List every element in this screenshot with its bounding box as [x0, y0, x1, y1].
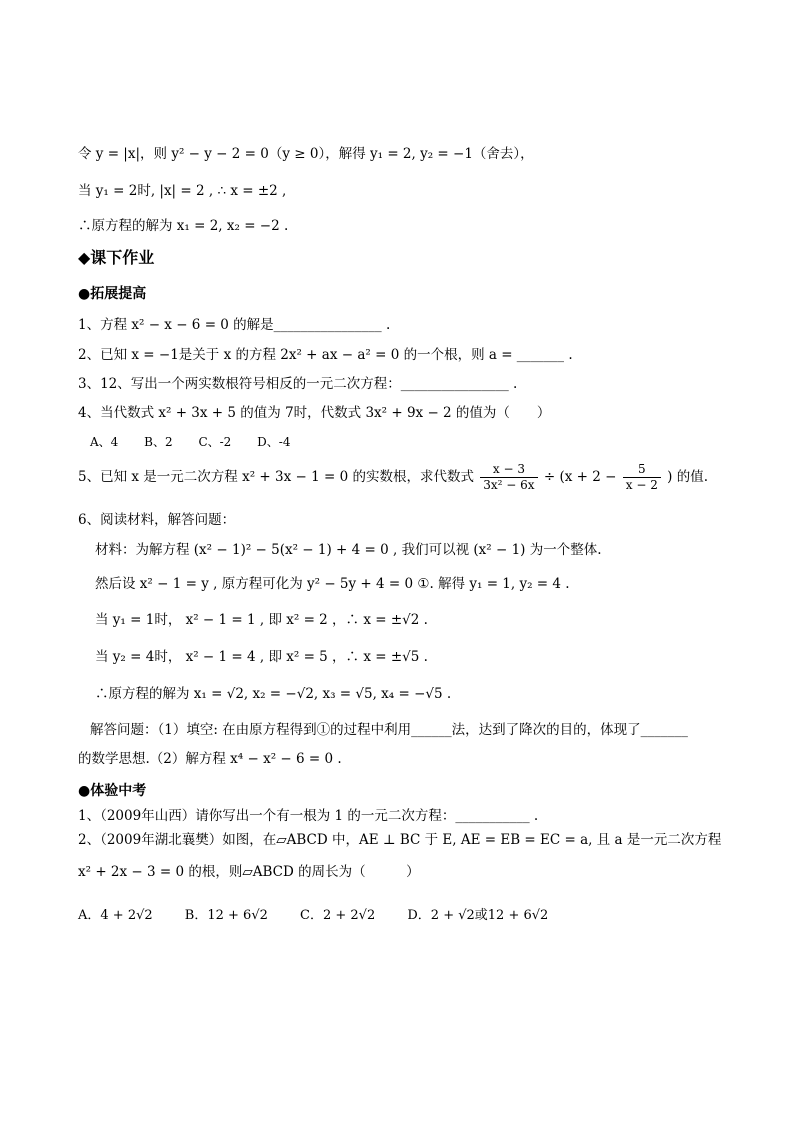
sub-heading-exam: ●体验中考	[78, 783, 147, 799]
option-c: C、-2	[198, 435, 232, 449]
fraction-2-denominator: x − 2	[625, 478, 658, 492]
question-6-material-4: 当 y₂ = 4时， x² − 1 = 4 , 即 x² = 5 ，∴ x = ±√5 .	[95, 649, 428, 665]
question-6-answer-2: 的数学思想.（2）解方程 x⁴ − x² − 6 = 0 .	[78, 751, 342, 767]
option-a: A．4 + 2√2	[78, 908, 153, 923]
option-d: D．2 + √2或12 + 6√2	[407, 908, 549, 923]
question-2: 2、已知 x = −1是关于 x 的方程 2x² + ax − a² = 0 的一个根，则 a = _______ .	[78, 347, 573, 363]
section-heading-homework: ◆课下作业	[78, 248, 155, 267]
question-1: 1、方程 x² − x − 6 = 0 的解是________________ .	[78, 317, 391, 333]
exam-question-2-line-1: 2、（2009年湖北襄樊）如图，在▱ABCD 中，AE ⊥ BC 于 E, AE = EB = EC = a, 且 a 是一元二次方程	[78, 832, 722, 848]
question-6-material-2: 然后设 x² − 1 = y , 原方程可化为 y² − 5y + 4 = 0 ①. 解得 y₁ = 1, y₂ = 4 .	[95, 576, 570, 592]
option-b: B．12 + 6√2	[184, 908, 268, 923]
option-a: A、4	[90, 435, 119, 449]
question-6-answer-1: 解答问题：（1）填空: 在由原方程得到①的过程中利用______法，达到了降次的目的，体现了_______	[90, 722, 688, 738]
question-6-intro: 6、阅读材料，解答问题：	[78, 512, 236, 528]
question-4-options	[90, 433, 312, 450]
question-5-middle: ÷ (x + 2 −	[543, 469, 617, 485]
question-3: 3、12、写出一个两实数根符号相反的一元二次方程：________________ .	[78, 376, 518, 392]
fraction-2-numerator: 5	[623, 462, 661, 478]
option-c: C．2 + 2√2	[300, 908, 376, 923]
question-6-material-3: 当 y₁ = 1时， x² − 1 = 1 , 即 x² = 2 ，∴ x = ±√2 .	[95, 612, 428, 628]
solution-line-2: 当 y₁ = 2时, |x| = 2 , ∴ x = ±2 ,	[78, 183, 287, 199]
fraction-1	[480, 462, 537, 493]
option-b: B、2	[144, 435, 173, 449]
question-5-suffix: ) 的值.	[667, 469, 708, 485]
question-6-material-5: ∴原方程的解为 x₁ = √2, x₂ = −√2, x₃ = √5, x₄ = −√5 .	[95, 686, 452, 702]
exam-question-2-line-2: x² + 2x − 3 = 0 的根，则▱ABCD 的周长为（ ）	[78, 864, 420, 880]
option-d: D、-4	[257, 435, 291, 449]
question-4: 4、当代数式 x² + 3x + 5 的值为 7时，代数式 3x² + 9x − 2 的值为（ ）	[78, 405, 551, 421]
fraction-1-numerator: x − 3	[480, 462, 537, 478]
question-5-prefix: 5、已知 x 是一元二次方程 x² + 3x − 1 = 0 的实数根，求代数式	[78, 469, 474, 485]
question-5	[78, 458, 708, 496]
exam-question-1: 1、（2009年山西）请你写出一个有一根为 1 的一元二次方程：___________ .	[78, 808, 539, 824]
sub-heading-extension: ●拓展提高	[78, 286, 147, 302]
question-6-material-1: 材料：为解方程 (x² − 1)² − 5(x² − 1) + 4 = 0 , 我们可以视 (x² − 1) 为一个整体.	[95, 542, 602, 558]
solution-line-1: 令 y = |x|，则 y² − y − 2 = 0（y ≥ 0），解得 y₁ = 2, y₂ = −1（舍去），	[78, 146, 534, 162]
fraction-2	[623, 462, 661, 493]
fraction-1-denominator: 3x² − 6x	[483, 478, 535, 492]
solution-line-3: ∴原方程的解为 x₁ = 2, x₂ = −2 .	[78, 218, 289, 234]
exam-question-2-options	[78, 904, 576, 923]
